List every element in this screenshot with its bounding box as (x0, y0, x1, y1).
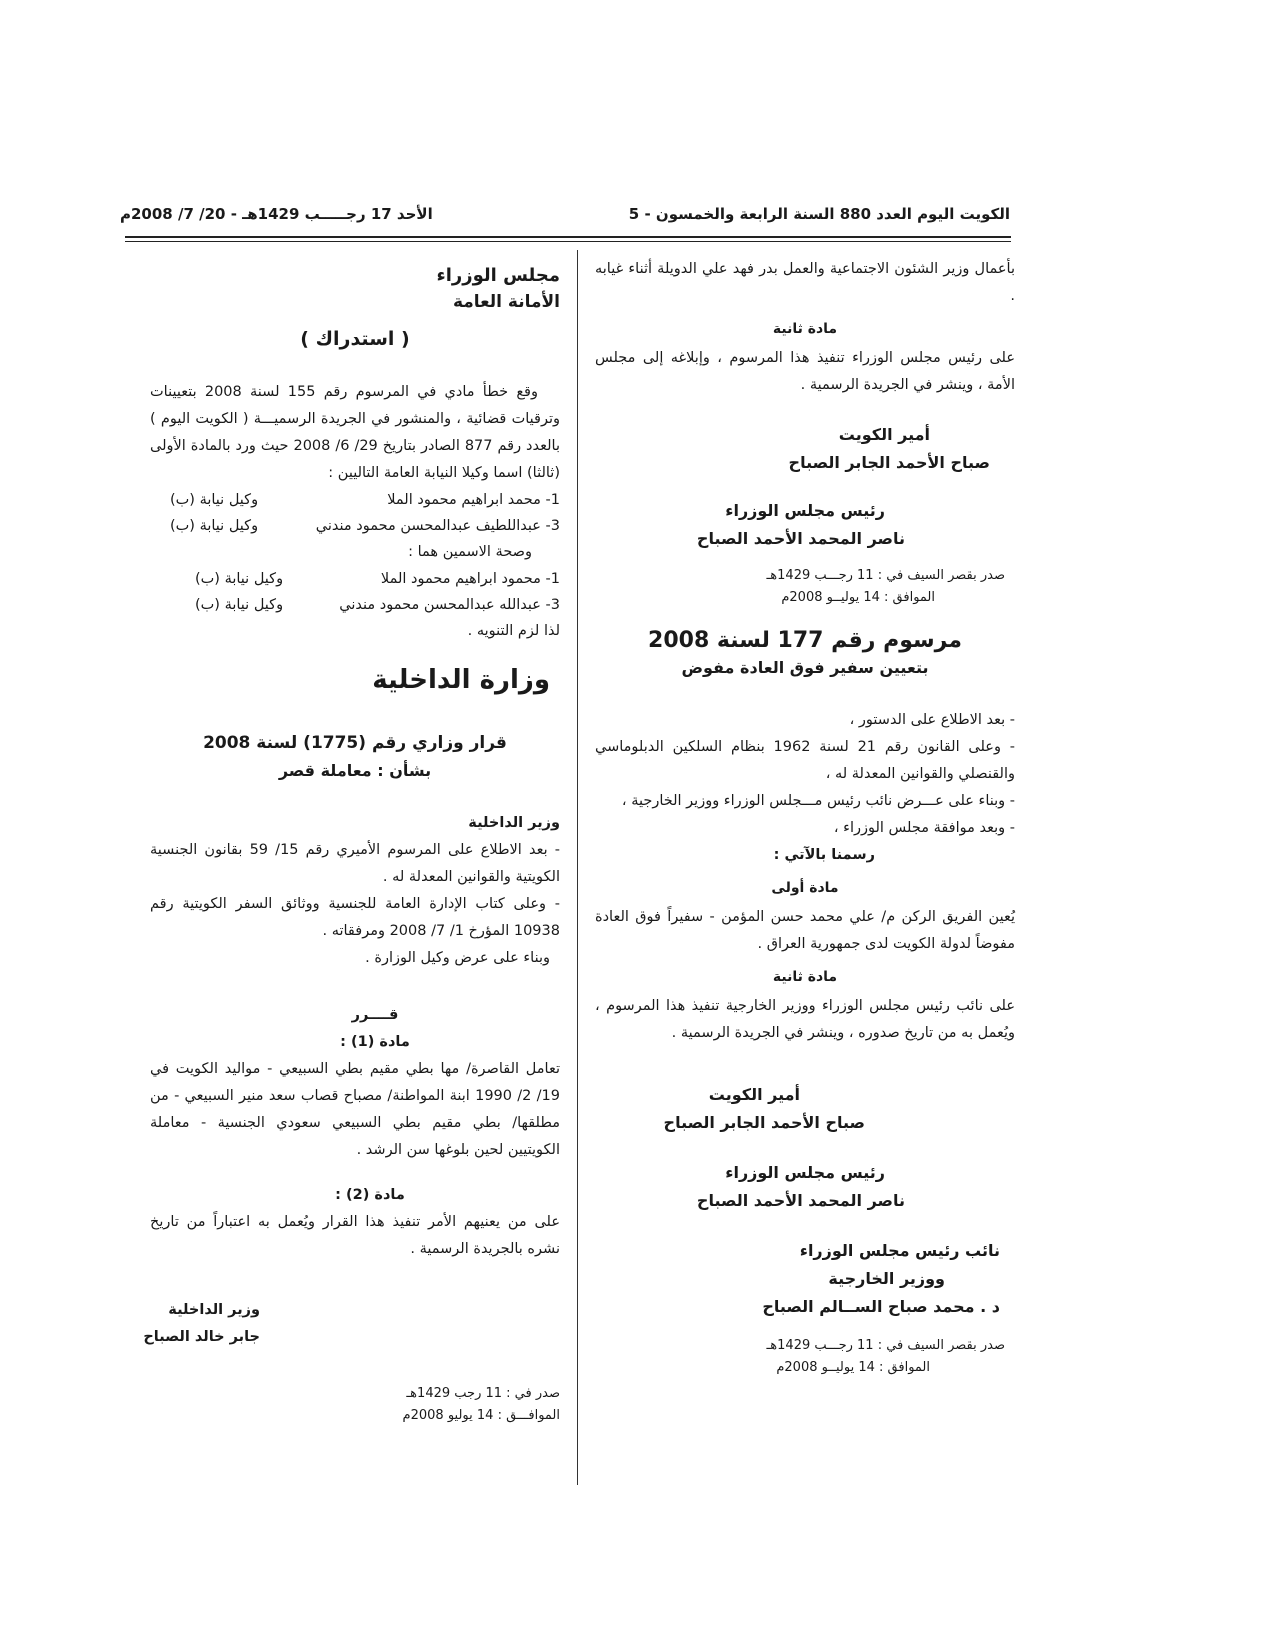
correct-names-list (150, 566, 560, 618)
person-rank: وكيل نيابة (ب) (170, 518, 259, 534)
preamble-item: - وعلى القانون رقم 21 لسنة 1962 بنظام السلكين الدبلوماسي والقنصلي والقوانين المعدلة له ، (595, 739, 1015, 782)
amir-title: أمير الكويت (838, 425, 930, 444)
correction-title: ( استدراك ) (300, 328, 410, 350)
issued-date-gregorian: الموافق : 14 يوليــو 2008م (781, 590, 935, 605)
left-column (143, 262, 561, 1427)
article-heading: مادة ثانية (772, 969, 838, 985)
wrong-names-list (150, 487, 560, 539)
dpm-name: د . محمد صباح الســالم الصباح (762, 1297, 1000, 1316)
issued-date-gregorian: الموافـــق : 14 يوليو 2008م (402, 1408, 560, 1423)
article-heading: مادة (1) : (340, 1034, 410, 1050)
person-rank: وكيل نيابة (ب) (195, 597, 284, 613)
intro-text: بأعمال وزير الشئون الاجتماعية والعمل بدر فهد علي الدويلة أثناء غيابه . (595, 261, 1015, 304)
header-date: الأحد 17 رجـــــب 1429هـ - 20/ 7/ 2008م (120, 205, 433, 223)
amir-title: أمير الكويت (708, 1085, 800, 1104)
article-text: يُعين الفريق الركن م/ علي محمد حسن المؤمن - سفيراً فوق العادة مفوضاً لدولة الكويت لدى جمهورية العراق . (595, 909, 1015, 952)
right-column (595, 256, 1015, 1379)
resolution-title: قرار وزاري رقم (1775) لسنة 2008 (203, 733, 507, 753)
preamble-item: - بعد الاطلاع على الدستور ، (849, 712, 1015, 728)
dpm-title: نائب رئيس مجلس الوزراء (799, 1241, 1000, 1260)
list-item (150, 487, 560, 513)
list-item (150, 566, 560, 592)
minister-title: وزير الداخلية (168, 1302, 260, 1318)
preamble-item: وبناء على عرض وكيل الوزارة . (365, 950, 550, 966)
decreed-heading: رسمنا بالآتي : (773, 847, 875, 863)
list-item (150, 513, 560, 539)
article-text: على نائب رئيس مجلس الوزراء ووزير الخارجية تنفيذ هذا المرسوم ، ويُعمل به من تاريخ صدوره ، وينشر في الجريدة الرسمية . (595, 998, 1015, 1041)
article-heading: مادة (2) : (335, 1187, 405, 1203)
article-text: تعامل القاصرة/ مها بطي مقيم بطي السبيعي - مواليد الكويت في 19/ 2/ 1990 ابنة المواطنة/ مصباح قصاب سعد منير السبيعي - من مطلقها/ بطي مقيم بطي السبيعي سعودي الجنسية - معاملة الكويتيين لحين بلوغها سن الرشد . (150, 1061, 560, 1158)
decree-title: مرسوم رقم 177 لسنة 2008 (648, 628, 962, 653)
issued-date: صدر بقصر السيف في : 11 رجـــب 1429هـ (766, 568, 1005, 583)
correct-intro: وصحة الاسمين هما : (408, 544, 532, 560)
header-rule (125, 236, 1011, 238)
person-name: 3- عبدالله عبدالمحسن محمود مندني (339, 597, 560, 613)
article-heading: مادة أولى (771, 880, 839, 896)
preamble-item: - وبعد موافقة مجلس الوزراء ، (833, 820, 1015, 836)
article-text: على من يعنيهم الأمر تنفيذ هذا القرار ويُعمل به اعتباراً من تاريخ نشره بالجريدة الرسمية . (150, 1214, 560, 1257)
correction-text: وقع خطأ مادي في المرسوم رقم 155 لسنة 2008 بتعيينات وترقيات قضائية ، والمنشور في الجريدة الرسميـــة ( الكويت اليوم ) بالعدد رقم 877 الصادر بتاريخ 29/ 6/ 2008 حيث ورد بالمادة الأولى (ثالثا) اسما وكيلا النيابة العامة التاليين : (150, 384, 560, 481)
dpm-title-foreign: ووزير الخارجية (828, 1269, 945, 1288)
amir-name: صباح الأحمد الجابر الصباح (663, 1113, 865, 1132)
council-title: مجلس الوزراء (436, 265, 560, 286)
issued-date: صدر في : 11 رجب 1429هـ (406, 1386, 560, 1401)
amir-name: صباح الأحمد الجابر الصباح (788, 453, 990, 472)
header-issue-info: الكويت اليوم العدد 880 السنة الرابعة والخمسون - 5 (628, 205, 1010, 223)
person-name: 1- محمود ابراهيم محمود الملا (380, 571, 560, 587)
issued-date: صدر بقصر السيف في : 11 رجـــب 1429هـ (766, 1338, 1005, 1353)
pm-title: رئيس مجلس الوزراء (725, 1163, 885, 1182)
correction-note: لذا لزم التنويه . (467, 623, 560, 639)
preamble-item: - وعلى كتاب الإدارة العامة للجنسية ووثائق السفر الكويتية رقم 10938 المؤرخ 1/ 7/ 2008 ومرفقاته . (150, 896, 560, 939)
minister-name: جابر خالد الصباح (143, 1329, 260, 1345)
resolution-subtitle: بشأن : معاملة قصر (278, 761, 432, 780)
issued-date-gregorian: الموافق : 14 يوليــو 2008م (776, 1360, 930, 1375)
preamble-item: - بعد الاطلاع على المرسوم الأميري رقم 15/ 59 بقانون الجنسية الكويتية والقوانين المعدلة له . (150, 842, 561, 885)
person-name: 1- محمد ابراهيم محمود الملا (387, 492, 560, 508)
minister-heading: وزير الداخلية (468, 815, 560, 831)
pm-name: ناصر المحمد الأحمد الصباح (696, 529, 905, 548)
article-heading: مادة ثانية (772, 321, 838, 337)
ministry-title: وزارة الداخلية (372, 665, 550, 695)
page-header (120, 205, 1010, 229)
decree-subtitle: بتعيين سفير فوق العادة مفوض (681, 658, 929, 677)
decided-heading: قــــرر (351, 1007, 399, 1023)
article-text: على رئيس مجلس الوزراء تنفيذ هذا المرسوم ، وإبلاغه إلى مجلس الأمة ، وينشر في الجريدة الرسمية . (595, 350, 1015, 393)
pm-name: ناصر المحمد الأحمد الصباح (696, 1191, 905, 1210)
person-name: 3- عبداللطيف عبدالمحسن محمود مندني (315, 518, 560, 534)
list-item (150, 592, 560, 618)
pm-title: رئيس مجلس الوزراء (725, 501, 885, 520)
header-rule-thin (125, 241, 1011, 242)
preamble-item: - وبناء على عـــرض نائب رئيس مـــجلس الوزراء ووزير الخارجية ، (621, 793, 1015, 809)
column-divider (577, 250, 578, 1485)
person-rank: وكيل نيابة (ب) (170, 492, 259, 508)
secretariat-title: الأمانة العامة (452, 292, 560, 312)
person-rank: وكيل نيابة (ب) (195, 571, 284, 587)
